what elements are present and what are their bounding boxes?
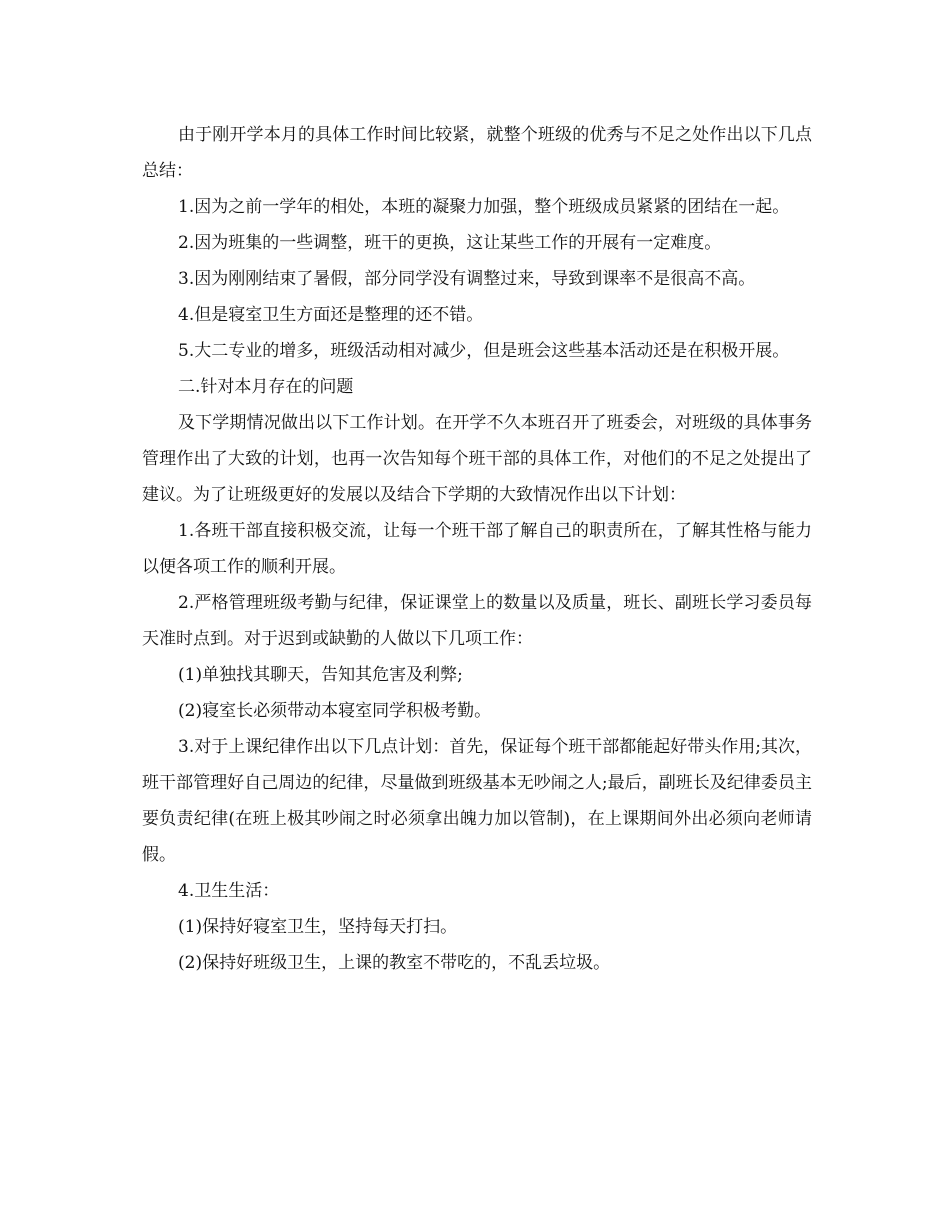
paragraph-intro: 由于刚开学本月的具体工作时间比较紧，就整个班级的优秀与不足之处作出以下几点总结： [142, 125, 812, 181]
document-body [142, 117, 812, 981]
paragraph-summary-1: 1.因为之前一学年的相处，本班的凝聚力加强，整个班级成员紧紧的团结在一起。 [178, 197, 790, 217]
paragraph-summary-5: 5.大二专业的增多，班级活动相对减少，但是班会这些基本活动还是在积极开展。 [178, 341, 790, 361]
paragraph-plan-4-item-2: (2)保持好班级卫生，上课的教室不带吃的，不乱丢垃圾。 [178, 953, 611, 973]
paragraph-plan-4: 4.卫生生活： [178, 881, 280, 901]
paragraph-plan-2: 2.严格管理班级考勤与纪律，保证课堂上的数量以及质量，班长、副班长学习委员每天准时点到。对于迟到或缺勤的人做以下几项工作： [142, 593, 812, 649]
paragraph-plan-1: 1.各班干部直接积极交流，让每一个班干部了解自己的职责所在，了解其性格与能力以便各项工作的顺利开展。 [142, 521, 812, 577]
paragraph-plan-4-item-1: (1)保持好寝室卫生，坚持每天打扫。 [178, 917, 458, 937]
paragraph-plan-2-item-2: (2)寝室长必须带动本寝室同学积极考勤。 [178, 701, 492, 721]
paragraph-plan-intro: 及下学期情况做出以下工作计划。在开学不久本班召开了班委会，对班级的具体事务管理作出了大致的计划，也再一次告知每个班干部的具体工作，对他们的不足之处提出了建议。为了让班级更好的发展以及结合下学期的大致情况作出以下计划： [142, 413, 812, 505]
paragraph-plan-3: 3.对于上课纪律作出以下几点计划：首先，保证每个班干部都能起好带头作用;其次，班干部管理好自己周边的纪律，尽量做到班级基本无吵闹之人;最后，副班长及纪律委员主要负责纪律(在班上极其吵闹之时必须拿出魄力加以管制)，在上课期间外出必须向老师请假。 [142, 737, 812, 865]
paragraph-summary-2: 2.因为班集的一些调整，班干的更换，这让某些工作的开展有一定难度。 [178, 233, 722, 253]
section-heading-problems: 二.针对本月存在的问题 [178, 377, 354, 397]
paragraph-summary-4: 4.但是寝室卫生方面还是整理的还不错。 [178, 305, 484, 325]
paragraph-summary-3: 3.因为刚刚结束了暑假，部分同学没有调整过来，导致到课率不是很高不高。 [178, 269, 756, 289]
paragraph-plan-2-item-1: (1)单独找其聊天，告知其危害及利弊; [178, 665, 463, 685]
